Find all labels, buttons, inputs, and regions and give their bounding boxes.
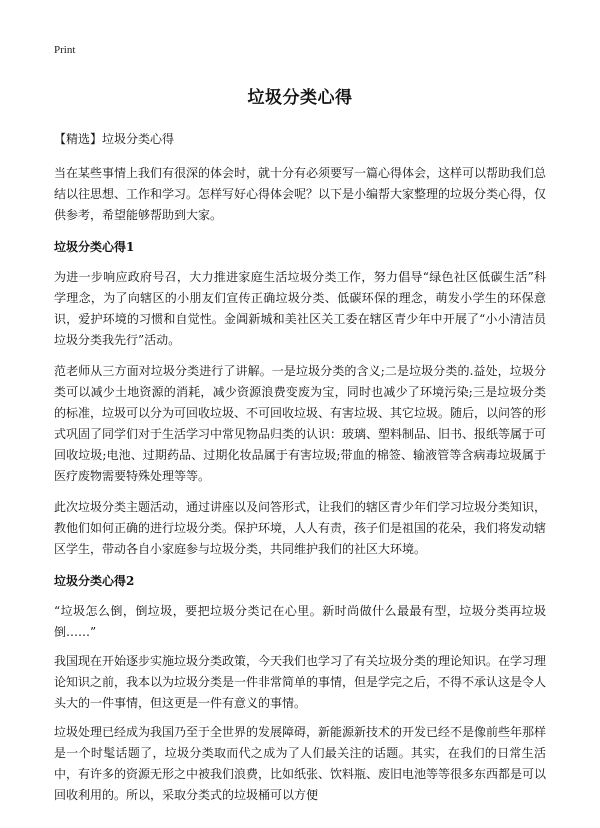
intro-paragraph: 当在某些事情上我们有很深的体会时，就十分有必须要写一篇心得体会，这样可以帮助我们总结以往思想、工作和学习。怎样写好心得体会呢？以下是小编帮大家整理的垃圾分类心得，仅供参考，希望能够帮助到大家。 — [54, 166, 547, 222]
section2-paragraph-3: 垃圾处理已经成为我国乃至于全世界的发展障碍，新能源新技术的开发已经不是像前些年那样是一个时髦话题了，垃圾分类取而代之成为了人们最关注的话题。其实，在我们的日常生活中，有许多的资源无形之中被我们浪费，比如纸张、饮料瓶、废旧电池等等很多东西都是可以回收利用的。所以，采取分类式的垃圾桶可以方便 — [54, 725, 547, 802]
section2-paragraph-1: “垃圾怎么倒，倒垃圾，要把垃圾分类记在心里。新时尚做什么最最有型，垃圾分类再垃圾倒……” — [54, 604, 546, 639]
print-link[interactable]: Print — [54, 44, 76, 56]
section1-paragraph-3: 此次垃圾分类主题活动，通过讲座以及问答形式，让我们的辖区青少年们学习垃圾分类知识，教他们如何正确的进行垃圾分类。保护环境，人人有责，孩子们是祖国的花朵，我们将发动辖区学生，带动各自小家庭参与垃圾分类，共同维护我们的社区大环境。 — [54, 500, 547, 556]
section2-paragraph-2: 我国现在开始逐步实施垃圾分类政策，今天我们也学习了有关垃圾分类的理论知识。在学习理论知识之前，我本以为垃圾分类是一件非常简单的事情，但是学完之后，不得不承认这是令人头大的一件事情，但这更是一件有意义的事情。 — [54, 654, 547, 710]
section-heading-2: 垃圾分类心得2 — [54, 574, 135, 588]
summary-line: 【精选】垃圾分类心得 — [54, 132, 175, 146]
section1-paragraph-2: 范老师从三方面对垃圾分类进行了讲解。一是垃圾分类的含义;二是垃圾分类的.益处，垃圾分类可以减少土地资源的消耗，减少资源浪费变废为宝，同时也减少了环境污染;三是垃圾分类的标准，垃圾可以分为可回收垃圾、不可回收垃圾、有害垃圾、其它垃圾。随后，以问答的形式巩固了同学们对于生活学习中常见物品归类的认识：玻璃、塑料制品、旧书、报纸等属于可回收垃圾;电池、过期药品、过期化妆品属于有害垃圾;带血的棉签、输液管等含病毒垃圾属于医疗废物需要特殊处理等等。 — [54, 364, 547, 483]
section-heading-1: 垃圾分类心得1 — [54, 240, 135, 254]
section1-paragraph-1: 为进一步响应政府号召，大力推进家庭生活垃圾分类工作，努力倡导“绿色社区低碳生活”科学理念，为了向辖区的小朋友们宣传正确垃圾分类、低碳环保的理念，萌发小学生的环保意识，爱护环境的习惯和自觉性。金阊新城和美社区关工委在辖区青少年中开展了“小小清洁员垃圾分类我先行”活动。 — [54, 270, 546, 347]
page-title: 垃圾分类心得 — [247, 88, 353, 108]
